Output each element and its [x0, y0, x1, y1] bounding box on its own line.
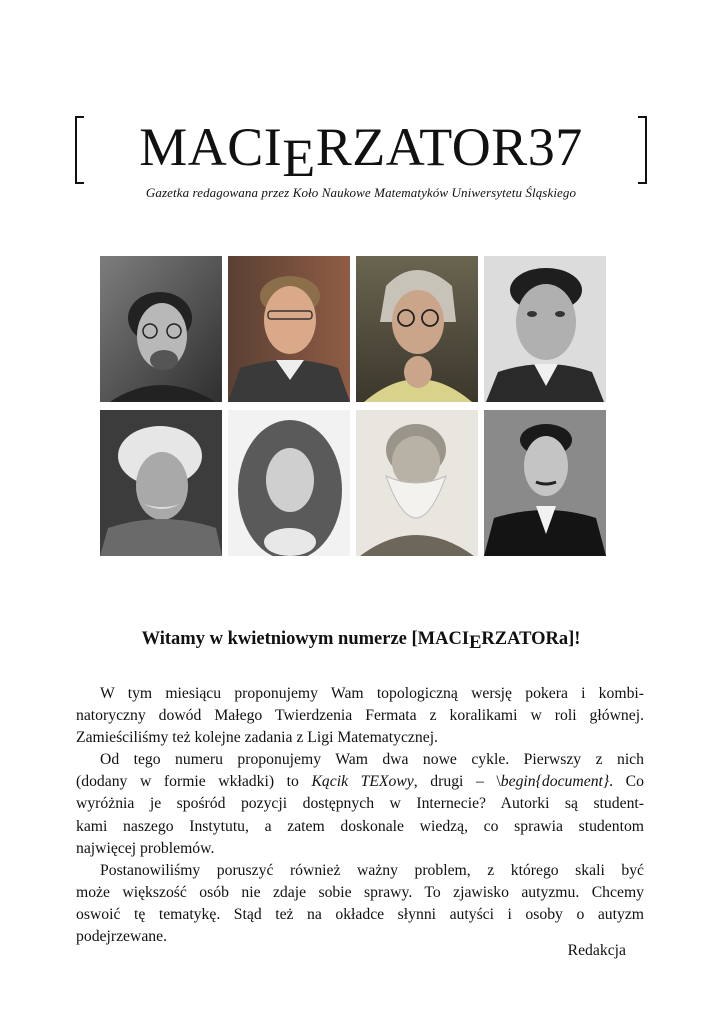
text-line: kami naszego Instytutu, a zatem doskonale wiedzą, co sprawia studentom	[76, 817, 644, 835]
paragraph-2	[76, 749, 644, 859]
cover-photo-gallery	[100, 256, 606, 556]
heading-lowered-letter: E	[469, 633, 482, 653]
text-line: może większość osób nie zdaje sobie sprawy. To zjawisko autyzmu. Chcemy	[76, 883, 644, 901]
text-line: Zamieściliśmy też kolejne zadania z Ligi Matematycznej.	[76, 729, 438, 747]
text-fragment: , drugi – \	[413, 773, 501, 791]
title-lowered-letter: E	[282, 128, 316, 188]
italic-fragment: Kącik TEXowy	[311, 773, 414, 791]
portrait-photo-6	[228, 410, 350, 556]
text-line: podejrzewane.	[76, 928, 168, 946]
text-line: natoryczny dowód Małego Twierdzenia Fermata z koralikami w roli głównej.	[76, 707, 644, 725]
article-body	[76, 683, 644, 948]
portrait-photo-1	[100, 256, 222, 402]
masthead	[72, 112, 650, 190]
portrait-photo-8	[484, 410, 606, 556]
article-heading	[72, 629, 650, 653]
text-fragment: (dodany w formie wkładki) to	[76, 773, 312, 791]
text-fragment: . Co	[609, 773, 644, 791]
portrait-photo-7	[356, 410, 478, 556]
heading-part-2: RZATORa]!	[481, 629, 581, 649]
portrait-photo-3	[356, 256, 478, 402]
portrait-photo-2	[228, 256, 350, 402]
portrait-photo-4	[484, 256, 606, 402]
right-bracket	[638, 116, 647, 184]
portrait-photo-5	[100, 410, 222, 556]
text-line: Od tego numeru proponujemy Wam dwa nowe cykle. Pierwszy z nich	[100, 751, 644, 769]
heading-part-1: Witamy w kwietniowym numerze [MACI	[141, 629, 470, 649]
text-line: wyróżnia je spośród pozycji dostępnych w Internecie? Autorki są student-	[76, 795, 644, 813]
text-line: Postanowiliśmy poruszyć również ważny problem, z którego skali być	[100, 861, 644, 879]
magazine-subtitle: Gazetka redagowana przez Koło Naukowe Matematyków Uniwersytetu Śląskiego	[145, 185, 577, 200]
title-part-1: MACI	[139, 117, 283, 177]
text-line: najwięcej problemów.	[76, 839, 215, 857]
text-line	[76, 771, 644, 793]
magazine-title	[92, 112, 630, 188]
paragraph-1	[76, 683, 644, 749]
title-part-2: RZATOR37	[315, 117, 583, 177]
signature: Redakcja	[567, 942, 626, 959]
text-line: oswoić tę tematykę. Stąd też na okładce słynni autyści i osoby o autyzm	[76, 905, 644, 923]
left-bracket	[75, 116, 84, 184]
paragraph-3	[76, 860, 644, 948]
italic-fragment: begin{document}	[500, 773, 610, 791]
text-line: W tym miesiącu proponujemy Wam topologiczną wersję pokera i kombi-	[100, 685, 644, 702]
